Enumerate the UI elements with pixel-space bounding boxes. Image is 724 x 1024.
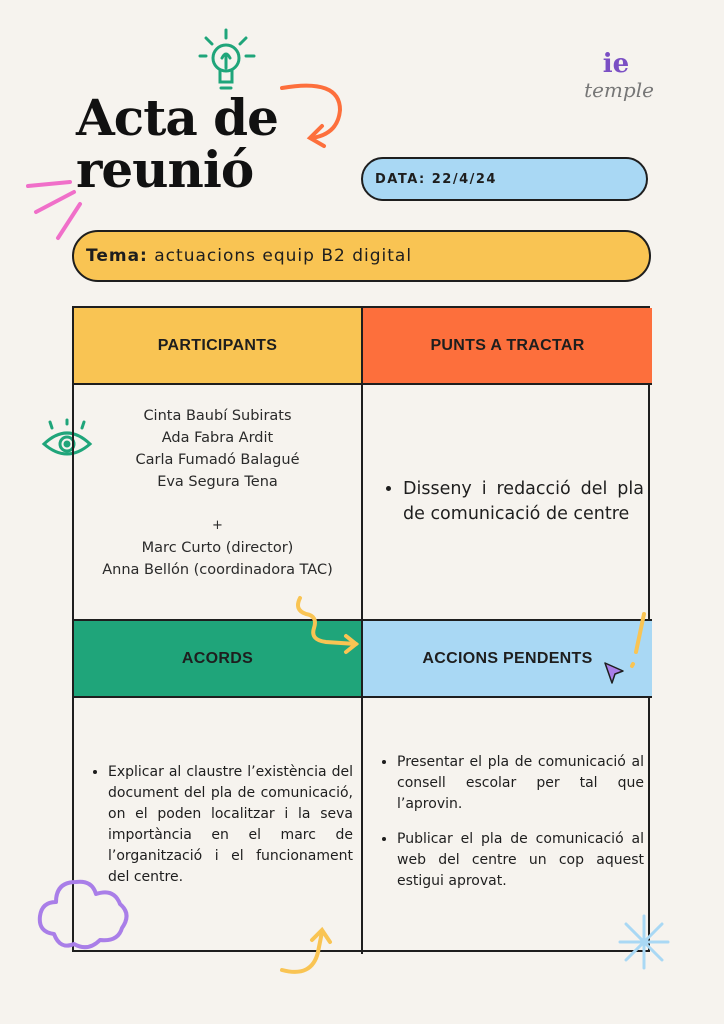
logo-temple: temple <box>584 78 654 102</box>
squiggle-arrow-icon <box>292 592 362 656</box>
page-title <box>76 88 376 199</box>
points-heading: PUNTS A TRACTAR <box>430 336 585 354</box>
points-cell <box>363 385 652 621</box>
date-label: DATA: 22/4/24 <box>375 171 497 187</box>
participant-name: Ada Fabra Ardit <box>161 430 274 446</box>
list-item: • Explicar al claustre l’existència del document del pla de comunicació, on el poden localitzar i la seva importància en el marc de l’organització i el funcionament del centre. <box>108 762 353 888</box>
logo-ie: ie <box>602 49 630 79</box>
cloud-icon <box>34 872 132 952</box>
participants-cell <box>74 385 363 621</box>
topic-label: Tema: <box>86 246 148 266</box>
title-line-2: reunió <box>76 140 254 199</box>
list-item: • Presentar el pla de comunicació al consell escolar per tal que l’aprovin. <box>397 752 644 815</box>
agreements-heading: ACORDS <box>181 649 254 667</box>
participant-name: Anna Bellón (coordinadora TAC) <box>102 562 333 578</box>
topic-value: actuacions equip B2 digital <box>154 246 413 266</box>
pink-rays-icon <box>24 178 84 244</box>
date-field <box>361 157 648 201</box>
exclamation-icon <box>622 610 650 670</box>
lightbulb-icon <box>196 24 260 96</box>
pending-cell <box>363 698 652 954</box>
pending-heading: ACCIONS PENDENTS <box>422 649 593 667</box>
topic-field <box>72 230 651 282</box>
participant-name: Marc Curto (director) <box>141 540 294 556</box>
participant-name: Eva Segura Tena <box>157 474 278 490</box>
sparkle-icon <box>614 912 674 972</box>
participant-name: Cinta Baubí Subirats <box>143 408 292 424</box>
participants-heading: PARTICIPANTS <box>157 336 278 354</box>
pending-header <box>363 621 652 698</box>
plus-sign: + <box>212 518 223 533</box>
title-line-1: Acta de <box>76 88 278 147</box>
participants-header <box>74 308 363 385</box>
list-item: • Publicar el pla de comunicació al web del centre un cop aquest estigui aprovat. <box>397 829 644 892</box>
points-header <box>363 308 652 385</box>
participant-name: Carla Fumadó Balagué <box>135 452 300 468</box>
list-item: • Disseny i redacció del pla de comunicació de centre <box>403 477 644 527</box>
swoosh-arrow-icon <box>278 922 344 978</box>
